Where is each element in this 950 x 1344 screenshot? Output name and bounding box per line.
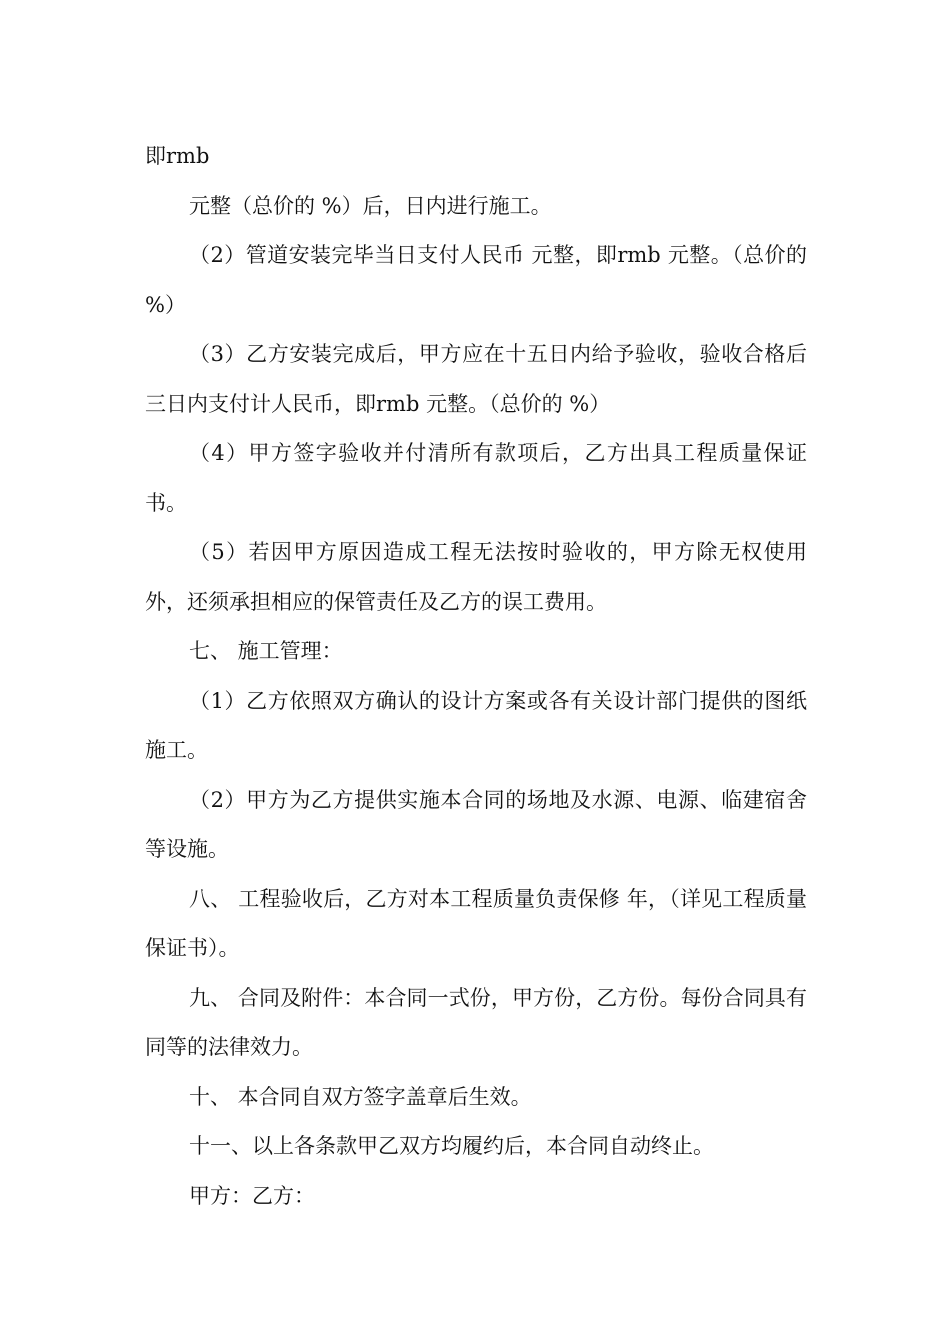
paragraph-payment-4: （4）甲方签字验收并付清所有款项后，乙方出具工程质量保证书。 [145, 441, 807, 515]
section-heading-construction-management: 七、 施工管理： [189, 639, 343, 663]
document-body [145, 132, 807, 1221]
section-termination: 十一、以上各条款甲乙双方均履约后，本合同自动终止。 [189, 1134, 714, 1158]
paragraph-management-1: （1）乙方依照双方确认的设计方案或各有关设计部门提供的图纸施工。 [145, 688, 807, 762]
paragraph-management-2: （2）甲方为乙方提供实施本合同的场地及水源、电源、临建宿舍等设施。 [145, 787, 807, 861]
paragraph-payment-5: （5）若因甲方原因造成工程无法按时验收的，甲方除无权使用外，还须承担相应的保管责任及乙方的误工费用。 [145, 540, 807, 614]
section-contract-attachments: 九、 合同及附件：本合同一式份，甲方份，乙方份。每份合同具有同等的法律效力。 [145, 985, 807, 1059]
paragraph-rmb-amount: 即rmb [145, 144, 210, 168]
paragraph-payment-3: （3）乙方安装完成后，甲方应在十五日内给予验收，验收合格后三日内支付计人民币，即rmb 元整。（总价的 %） [145, 342, 807, 416]
signature-line: 甲方：乙方： [189, 1183, 315, 1208]
section-warranty: 八、 工程验收后，乙方对本工程质量负责保修 年，（详见工程质量保证书）。 [145, 886, 807, 960]
section-effective-date: 十、 本合同自双方签字盖章后生效。 [189, 1084, 532, 1109]
paragraph-advance-payment: 元整（总价的 %）后，日内进行施工。 [189, 193, 552, 218]
paragraph-payment-2: （2）管道安装完毕当日支付人民币 元整，即rmb 元整。（总价的 %） [145, 243, 807, 317]
